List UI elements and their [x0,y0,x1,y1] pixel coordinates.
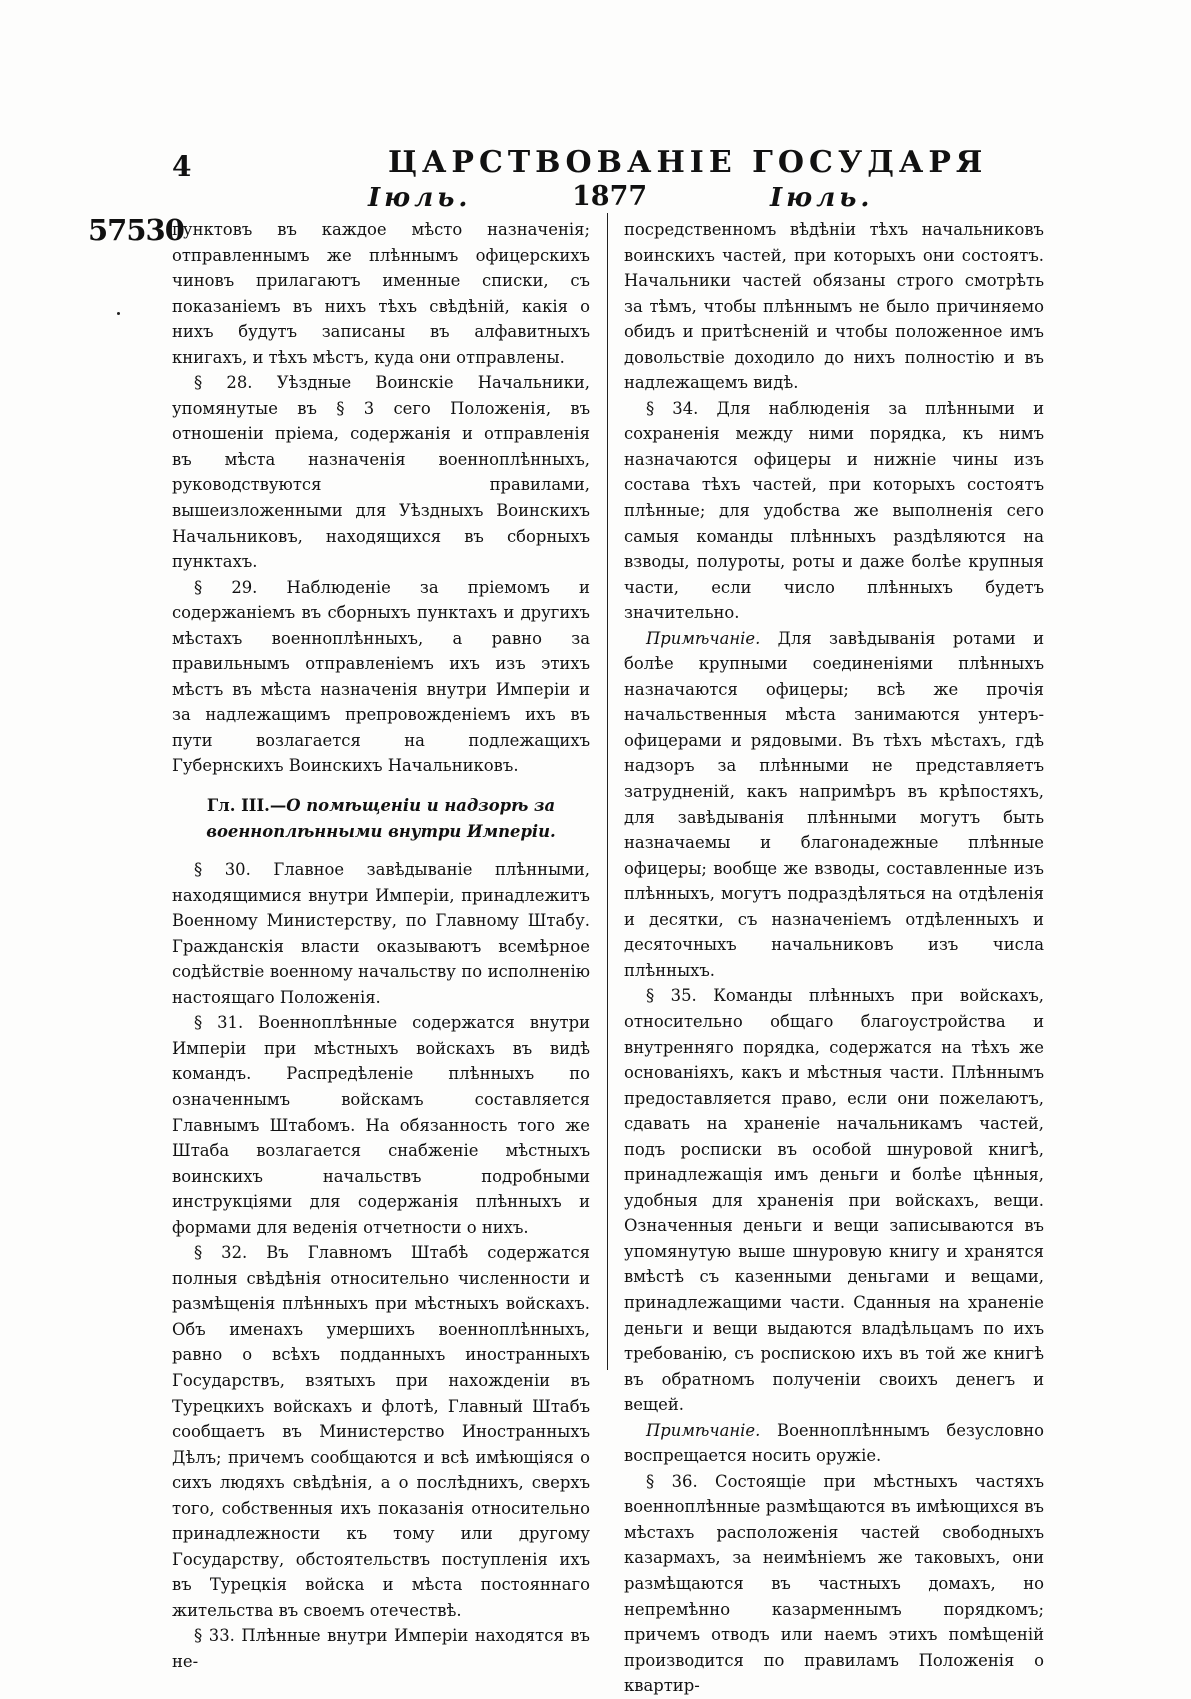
paragraph-30: § 30. Главное завѣдываніе плѣнными, находящимися внутри Имперіи, принадлежитъ Военному Министерству, по Главному Штабу. Гражданскія власти оказываютъ всемѣрное содѣйствіе военному начальству по исполненію настоящаго Положенія. [172,860,590,1007]
note-text: Военноплѣннымъ безусловно воспрещается носить оружіе. [624,1420,1044,1466]
paragraph-36: § 36. Состоящіе при мѣстныхъ частяхъ военноплѣнные размѣщаются въ имѣющихся въ мѣстахъ расположенія частей свободныхъ казармахъ, за неимѣніемъ же таковыхъ, они размѣщаются въ частныхъ домахъ, но непремѣнно казарменнымъ порядкомъ; причемъ отводъ или наемъ этихъ помѣщеній производится по правиламъ Положенія о квартир- [624,1471,1044,1696]
paragraph-31: § 31. Военноплѣнные содержатся внутри Имперіи при мѣстныхъ войскахъ въ видѣ командъ. Распредѣленіе плѣнныхъ по означеннымъ войскамъ составляется Главнымъ Штабомъ. На обязанность того же Штаба возлагается снабженіе мѣстныхъ воинскихъ начальствъ подробными инструкціями для содержанія плѣнныхъ и формами для веденія отчетности о нихъ. [172,1013,590,1237]
paragraph: пунктовъ въ каждое мѣсто назначенія; отправленнымъ же плѣннымъ офицерскихъ чиновъ прилагаютъ именные списки, съ показаніемъ въ нихъ тѣхъ свѣдѣній, какія о нихъ будутъ записаны въ алфавитныхъ книгахъ, и тѣхъ мѣстъ, куда они отправлены. [172,220,590,367]
page-number: 4 [172,150,192,183]
chapter-prefix: Гл. III.— [206,796,287,816]
left-column [172,217,590,1675]
margin-dot [117,312,120,315]
month-right: Іюль. [770,183,874,213]
paragraph-29: § 29. Наблюденіе за пріемомъ и содержаніемъ въ сборныхъ пунктахъ и другихъ мѣстахъ военноплѣнныхъ, а равно за правильнымъ отправленіемъ ихъ изъ этихъ мѣстъ въ мѣста назначенія внутри Имперіи и за надлежащимъ препровожденіемъ ихъ въ пути возлагается на подлежащихъ Губернскихъ Воинскихъ Начальниковъ. [172,577,590,776]
paragraph-28: § 28. Уѣздные Воинскіе Начальники, упомянутые въ § 3 сего Положенія, въ отношеніи пріема, содержанія и отправленія въ мѣста назначенія военноплѣнныхъ, руководствуются правилами, вышеизложенными для Уѣздныхъ Воинскихъ Начальниковъ, находящихся въ сборныхъ пунктахъ. [172,373,590,572]
year: 1877 [572,181,648,212]
running-title: ЦАРСТВОВАНІЕ ГОСУДАРЯ [388,145,988,180]
column-divider [607,213,608,1370]
paragraph-35: § 35. Команды плѣнныхъ при войскахъ, относительно общаго благоустройства и внутренняго порядка, содержатся на тѣхъ же основаніяхъ, какъ и мѣстныя части. Плѣннымъ предоставляется право, если они пожелаютъ, сдавать на храненіе начальникамъ частей, подъ росписки въ особой шнуровой книгѣ, принадлежащія имъ деньги и болѣе цѣнныя, удобныя для храненія при войскахъ, вещи. Означенныя деньги и вещи записываются въ упомянутую выше шнуровую книгу и хранятся вмѣстѣ съ казенными деньгами и вещами, принадлежащими части. Сданныя на храненіе деньги и вещи выдаются владѣльцамъ по ихъ требованію, съ роспискою ихъ въ той же книгѣ въ обратномъ полученіи своихъ денегъ и вещей. [624,986,1044,1415]
note-2 [624,1418,1044,1469]
note-text: Для завѣдыванія ротами и болѣе крупными соединеніями плѣнныхъ назначаются офицеры; всѣ же прочія начальственныя мѣста занимаются унтеръ-офицерами и рядовыми. Въ тѣхъ мѣстахъ, гдѣ надзоръ за плѣнными не представляетъ затрудненій, какъ напримѣръ въ крѣпостяхъ, для завѣдыванія плѣнными могутъ быть назначаемы и благонадежные плѣнные офицеры; вообще же взводы, составленные изъ плѣнныхъ, могутъ подраздѣляться на отдѣленія и десятки, съ назначеніемъ отдѣленныхъ и десяточныхъ начальниковъ изъ числа плѣнныхъ. [624,628,1044,980]
chapter-heading [172,793,590,845]
document-number: 57530 [88,213,184,247]
chapter-title: О помѣщеніи и надзорѣ за военноплѣнными внутри Имперіи. [206,796,556,842]
paragraph-33-continued: посредственномъ вѣдѣніи тѣхъ начальниковъ воинскихъ частей, при которыхъ они состоятъ. Начальники частей обязаны строго смотрѣть за тѣмъ, чтобы плѣннымъ не было причиняемо обидъ и притѣсненій и чтобы положенное имъ довольствіе доходило до нихъ полностію и въ надлежащемъ видѣ. [624,220,1044,393]
paragraph-32: § 32. Въ Главномъ Штабѣ содержатся полныя свѣдѣнія относительно численности и размѣщенія плѣнныхъ при мѣстныхъ войскахъ. Объ именахъ умершихъ военноплѣнныхъ, равно о всѣхъ подданныхъ иностранныхъ Государствъ, взятыхъ при нахожденіи въ Турецкихъ войскахъ и флотѣ, Главный Штабъ сообщаетъ въ Министерство Иностранныхъ Дѣлъ; причемъ сообщаются и всѣ имѣющіяся о сихъ людяхъ свѣдѣнія, а о послѣднихъ, сверхъ того, собственныя ихъ показанія относительно принадлежности къ тому или другому Государству, обстоятельствъ поступленія ихъ въ Турецкія войска и мѣста постояннаго жительства въ своемъ отечествѣ. [172,1243,590,1620]
right-column [624,217,1044,1699]
paragraph-34: § 34. Для наблюденія за плѣнными и сохраненія между ними порядка, къ нимъ назначаются офицеры и нижніе чины изъ состава тѣхъ частей, при которыхъ состоятъ плѣнные; для удобства же выполненія сего самыя команды плѣнныхъ раздѣляются на взводы, полуроты, роты и даже болѣе крупныя части, если число плѣнныхъ будетъ значительно. [624,398,1044,623]
note-label: Примѣчаніе. [646,1420,761,1440]
month-left: Іюль. [368,183,472,213]
note-1 [624,626,1044,984]
paragraph-33: § 33. Плѣнные внутри Имперіи находятся въ не- [172,1626,590,1671]
note-label: Примѣчаніе. [646,628,761,648]
